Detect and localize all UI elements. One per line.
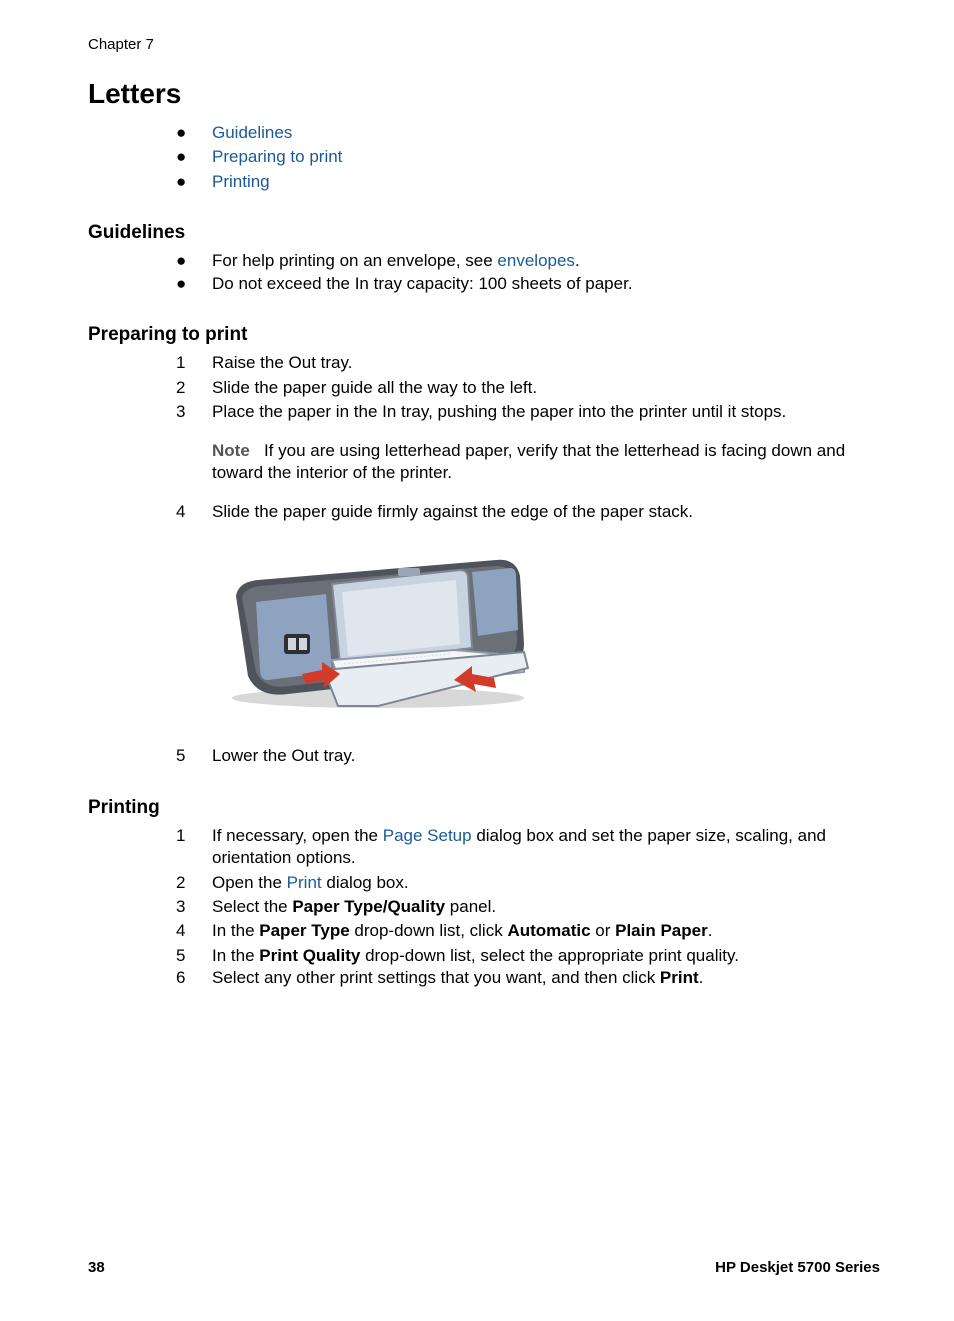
- toc-link-preparing[interactable]: Preparing to print: [212, 147, 343, 166]
- step-number: 2: [176, 378, 186, 397]
- bold-term: Plain Paper: [615, 921, 708, 940]
- envelopes-link[interactable]: envelopes: [497, 251, 575, 270]
- step-number: 2: [176, 873, 186, 892]
- print-link[interactable]: Print: [286, 873, 322, 892]
- product-name: HP Deskjet 5700 Series: [715, 1259, 880, 1276]
- step-number: 5: [176, 746, 186, 765]
- text-segment: Select any other print settings that you want, and then click: [212, 968, 660, 987]
- note-text: [212, 440, 872, 484]
- chapter-label: Chapter 7: [88, 36, 154, 53]
- step-text: [212, 825, 882, 869]
- step-number: 6: [176, 968, 186, 987]
- text-segment: .: [574, 251, 580, 270]
- text-segment: In the: [212, 921, 260, 940]
- step-text: Lower the Out tray.: [212, 746, 356, 765]
- guidelines-heading: Guidelines: [88, 222, 186, 243]
- bold-term: Paper Type/Quality: [292, 897, 446, 916]
- bold-term: Paper Type: [259, 921, 350, 940]
- page-title: Letters: [88, 78, 182, 109]
- text-segment: .: [698, 968, 704, 987]
- text-segment: dialog box and set the paper size, scaling, and orientation options.: [212, 826, 826, 867]
- bullet: ●: [176, 147, 187, 166]
- text-segment: drop-down list, select the appropriate print quality.: [360, 946, 739, 965]
- text-segment: Open the: [212, 873, 287, 892]
- step-text: Place the paper in the In tray, pushing the paper into the printer until it stops.: [212, 402, 787, 421]
- text-segment: In the: [212, 946, 260, 965]
- toc-link-printing[interactable]: Printing: [212, 172, 270, 191]
- bullet: ●: [176, 274, 187, 293]
- preparing-heading: Preparing to print: [88, 324, 248, 345]
- text-segment: panel.: [445, 897, 497, 916]
- step-text: [212, 967, 882, 989]
- bullet: ●: [176, 123, 187, 142]
- note-label: Note: [212, 441, 250, 460]
- step-number: 3: [176, 897, 186, 916]
- text-segment: or: [590, 921, 616, 940]
- step-number: 4: [176, 502, 186, 521]
- guideline-text: Do not exceed the In tray capacity: 100 sheets of paper.: [212, 274, 633, 293]
- page-number: 38: [88, 1259, 105, 1276]
- printer-illustration: [228, 552, 532, 710]
- text-segment: dialog box.: [321, 873, 409, 892]
- step-text: Raise the Out tray.: [212, 353, 353, 372]
- step-text: [212, 920, 882, 942]
- step-text: [212, 896, 882, 918]
- step-text: Slide the paper guide firmly against the edge of the paper stack.: [212, 502, 694, 521]
- text-segment: For help printing on an envelope, see: [212, 251, 498, 270]
- toc-link-guidelines[interactable]: Guidelines: [212, 123, 293, 142]
- bullet: ●: [176, 172, 187, 191]
- step-number: 1: [176, 826, 186, 845]
- printing-heading: Printing: [88, 797, 160, 818]
- bullet: ●: [176, 251, 187, 270]
- step-number: 5: [176, 946, 186, 965]
- page-setup-link[interactable]: Page Setup: [382, 826, 472, 845]
- step-number: 4: [176, 921, 186, 940]
- step-text: [212, 945, 882, 967]
- bold-term: Print Quality: [259, 946, 361, 965]
- step-number: 1: [176, 353, 186, 372]
- guideline-text: [212, 250, 882, 272]
- step-text: [212, 872, 882, 894]
- note-body: If you are using letterhead paper, verify that the letterhead is facing down and toward the interior of the printer.: [212, 441, 846, 482]
- text-segment: Select the: [212, 897, 293, 916]
- text-segment: .: [707, 921, 713, 940]
- step-text: Slide the paper guide all the way to the left.: [212, 378, 538, 397]
- text-segment: drop-down list, click: [349, 921, 508, 940]
- step-number: 3: [176, 402, 186, 421]
- text-segment: If necessary, open the: [212, 826, 383, 845]
- bold-term: Automatic: [507, 921, 591, 940]
- bold-term: Print: [659, 968, 699, 987]
